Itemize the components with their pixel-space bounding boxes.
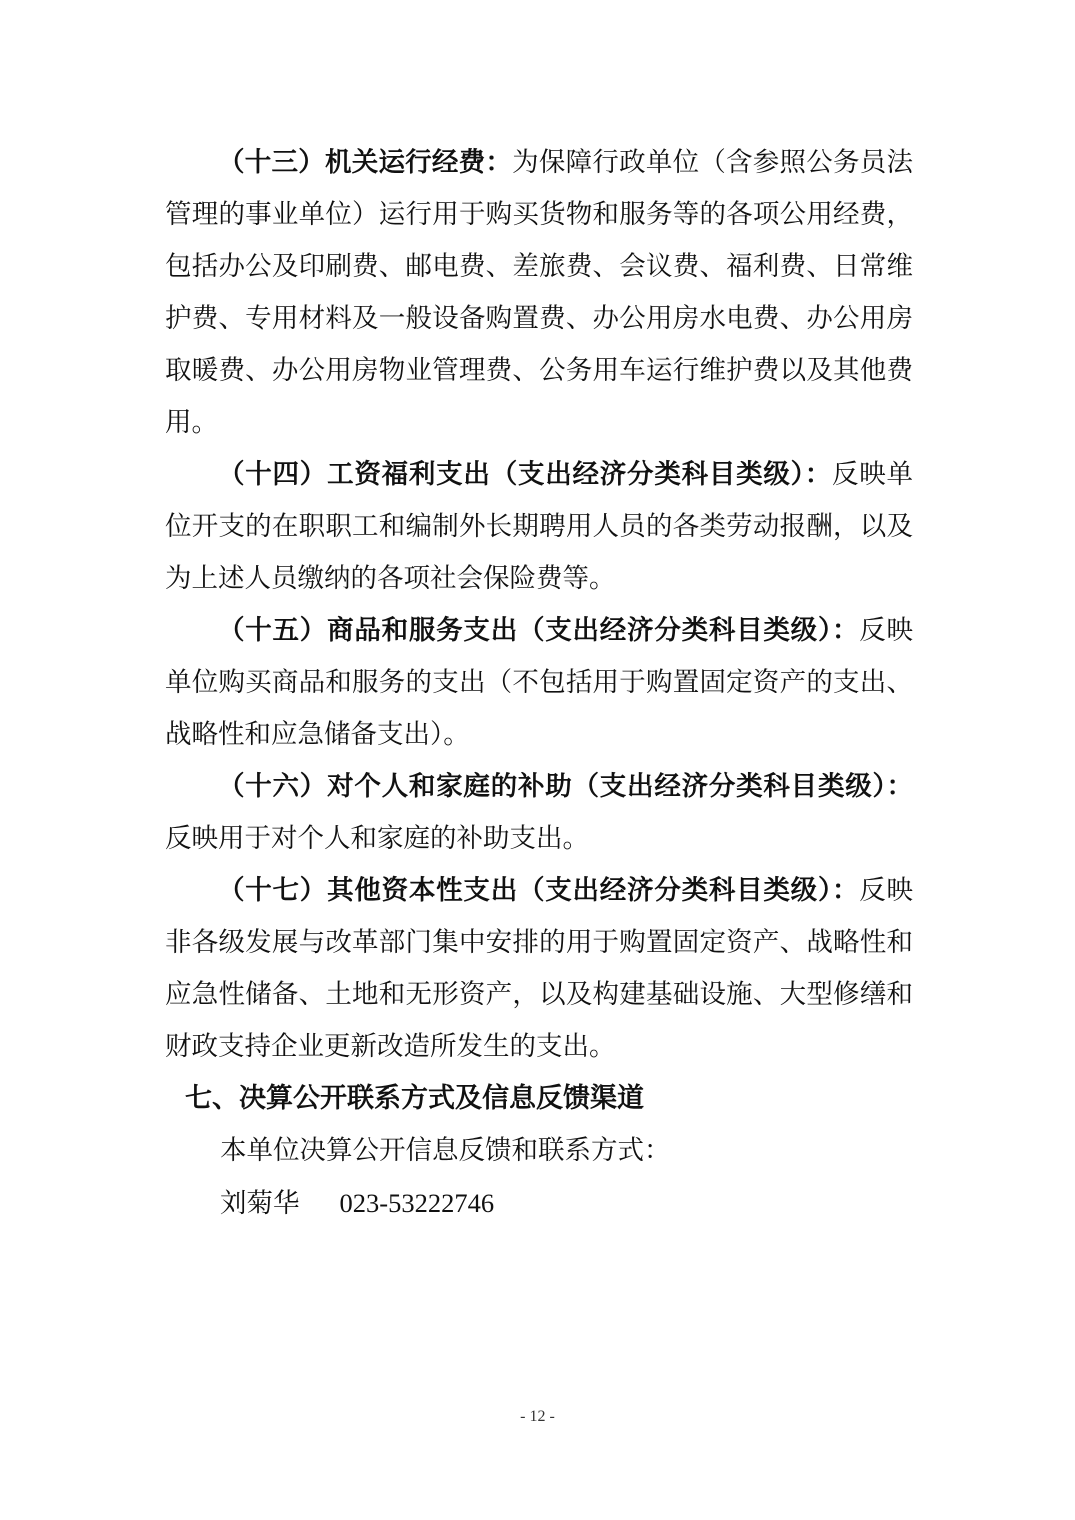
paragraph-term: （十三）机关运行经费： — [218, 147, 513, 178]
paragraph-text: 反映非各级发展与改革部门集中安排的用于购置固定资产、战略性和应急性储备、土地和无形资产，以及构建基础设施、大型修缮和财政支持企业更新改造所发生的支出。 — [165, 875, 914, 1062]
contact-name: 刘菊华 — [220, 1188, 300, 1219]
paragraph-17 — [165, 865, 913, 1073]
paragraph-term: （十四）工资福利支出（支出经济分类科目类级）： — [218, 459, 832, 490]
document-body — [165, 137, 913, 1230]
contact-info — [165, 1177, 913, 1230]
paragraph-14 — [165, 449, 913, 605]
paragraph-term: （十六）对个人和家庭的补助（支出经济分类科目类级）： — [218, 771, 913, 802]
page-number: - 12 - — [520, 1408, 555, 1425]
paragraph-15 — [165, 605, 913, 761]
contact-intro: 本单位决算公开信息反馈和联系方式： — [220, 1135, 671, 1166]
paragraph-text: 为保障行政单位（含参照公务员法管理的事业单位）运行用于购买货物和服务等的各项公用经费，包括办公及印刷费、邮电费、差旅费、会议费、福利费、日常维护费、专用材料及一般设备购置费、办公用房水电费、办公用房取暖费、办公用房物业管理费、公务用车运行维护费以及其他费用。 — [165, 147, 914, 438]
paragraph-text: 反映单位购买商品和服务的支出（不包括用于购置固定资产的支出、战略性和应急储备支出）。 — [165, 615, 914, 750]
section-heading: 七、决算公开联系方式及信息反馈渠道 — [185, 1083, 644, 1114]
paragraph-term: （十七）其他资本性支出（支出经济分类科目类级）： — [218, 875, 860, 906]
paragraph-13 — [165, 137, 913, 449]
paragraph-text: 反映单位开支的在职职工和编制外长期聘用人员的各类劳动报酬，以及为上述人员缴纳的各项社会保险费等。 — [165, 459, 914, 594]
contact-phone: 023-53222746 — [339, 1188, 495, 1218]
paragraph-text: 反映用于对个人和家庭的补助支出。 — [165, 823, 589, 854]
paragraph-term: （十五）商品和服务支出（支出经济分类科目类级）： — [218, 615, 860, 646]
paragraph-16 — [165, 761, 913, 865]
